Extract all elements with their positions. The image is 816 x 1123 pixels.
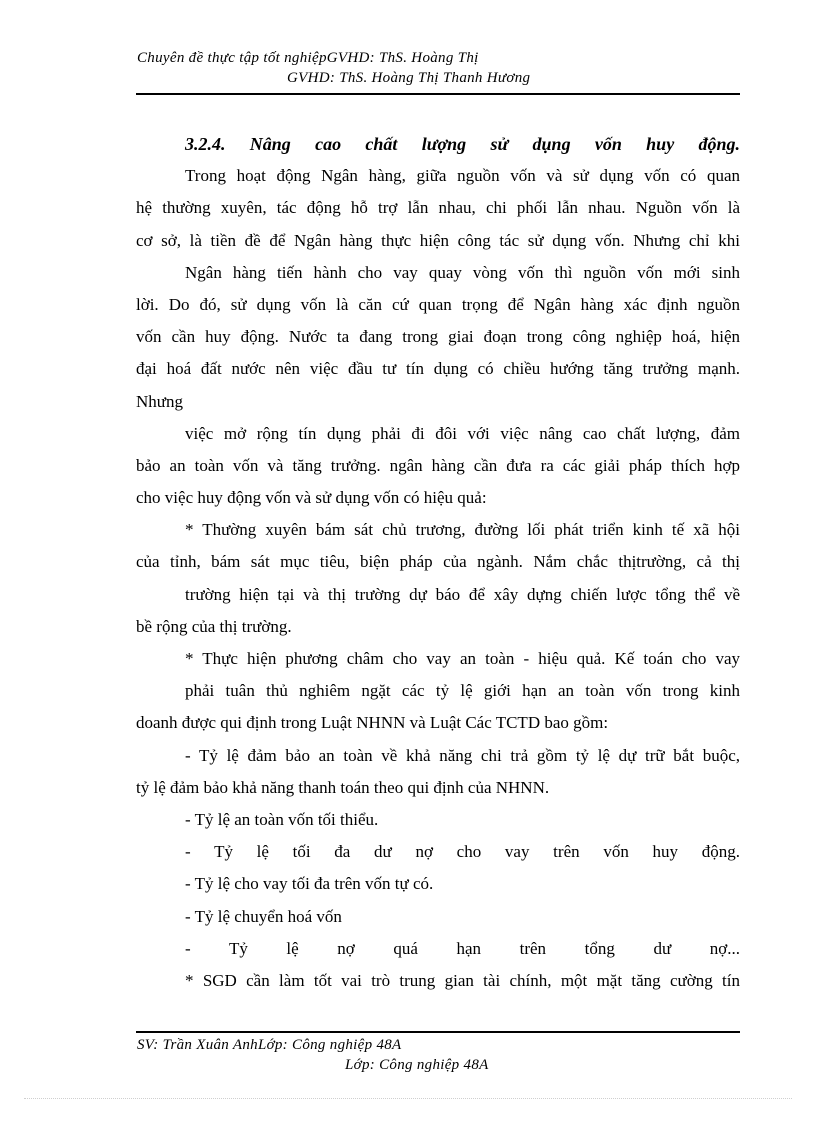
paragraph-line: doanh được qui định trong Luật NHNN và Luật Các TCTD bao gồm: <box>136 713 609 733</box>
list-item-line: - Tỷ lệ cho vay tối đa trên vốn tự có. <box>185 874 434 894</box>
header-divider <box>136 93 740 95</box>
page-bottom-dotted-rule <box>24 1098 792 1099</box>
paragraph-line: đại hoá đất nước nên việc đầu tư tín dụng có chiều hướng tăng trưởng mạnh. <box>136 359 740 379</box>
paragraph-line: trường hiện tại và thị trường dự báo để xây dựng chiến lược tổng thể về <box>185 584 740 604</box>
paragraph-line: phải tuân thủ nghiêm ngặt các tỷ lệ giới hạn an toàn vốn trong kinh <box>185 681 740 701</box>
paragraph-line: hệ thường xuyên, tác động hỗ trợ lẫn nhau, chi phối lẫn nhau. Nguồn vốn là <box>136 198 740 218</box>
paragraph-line: Trong hoạt động Ngân hàng, giữa nguồn vốn và sử dụng vốn có quan <box>185 166 740 186</box>
paragraph-line: * Thực hiện phương châm cho vay an toàn - hiệu quả. Kế toán cho vay <box>185 649 740 668</box>
section-heading: 3.2.4. Nâng cao chất lượng sử dụng vốn huy động. <box>185 134 740 154</box>
paragraph-line: cho việc huy động vốn và sử dụng vốn có hiệu quả: <box>136 488 487 508</box>
paragraph-line: của tỉnh, bám sát mục tiêu, biện pháp của ngành. Nắm chắc thịtrường, cả thị <box>136 552 740 572</box>
list-item-line: - Tỷ lệ nợ quá hạn trên tổng dư nợ... <box>185 938 740 958</box>
paragraph-line: Ngân hàng tiến hành cho vay quay vòng vốn thì nguồn vốn mới sinh <box>185 262 740 282</box>
paragraph-line: việc mở rộng tín dụng phải đi đôi với việc nâng cao chất lượng, đảm <box>185 423 740 443</box>
list-item-line: - Tỷ lệ tối đa dư nợ cho vay trên vốn huy động. <box>185 842 740 862</box>
list-item-line: - Tỷ lệ đảm bảo an toàn về khả năng chi trả gồm tỷ lệ dự trữ bắt buộc, <box>185 745 740 765</box>
list-item-line: - Tỷ lệ chuyển hoá vốn <box>185 906 342 926</box>
footer-author-line2: Lớp: Công nghiệp 48A <box>345 1057 489 1073</box>
header-title-line1: Chuyên đề thực tập tốt nghiệpGVHD: ThS. Hoàng Thị <box>137 50 479 66</box>
footer-divider <box>136 1031 740 1033</box>
document-body <box>136 128 740 997</box>
paragraph-line: * SGD cần làm tốt vai trò trung gian tài chính, một mặt tăng cường tín <box>185 970 740 990</box>
paragraph-line: vốn cần huy động. Nước ta đang trong giai đoạn trong công nghiệp hoá, hiện <box>136 327 740 347</box>
list-item-line: - Tỷ lệ an toàn vốn tối thiểu. <box>185 809 379 829</box>
header-title-line2: GVHD: ThS. Hoàng Thị Thanh Hương <box>287 70 531 86</box>
paragraph-line: lời. Do đó, sử dụng vốn là căn cứ quan trọng để Ngân hàng xác định nguồn <box>136 294 740 314</box>
paragraph-line: cơ sở, là tiền đề để Ngân hàng thực hiện công tác sử dụng vốn. Nhưng chỉ khi <box>136 230 740 250</box>
footer-author-line1: SV: Trần Xuân AnhLớp: Công nghiệp 48A <box>137 1037 402 1053</box>
paragraph-line: bảo an toàn vốn và tăng trưởng. ngân hàng cần đưa ra các giải pháp thích hợp <box>136 455 740 475</box>
paragraph-line: * Thường xuyên bám sát chủ trương, đường lối phát triển kinh tế xã hội <box>185 520 740 540</box>
list-item-line: tỷ lệ đảm bảo khả năng thanh toán theo qui định của NHNN. <box>136 777 550 797</box>
paragraph-line: Nhưng <box>136 391 183 411</box>
paragraph-line: bề rộng của thị trường. <box>136 616 292 636</box>
